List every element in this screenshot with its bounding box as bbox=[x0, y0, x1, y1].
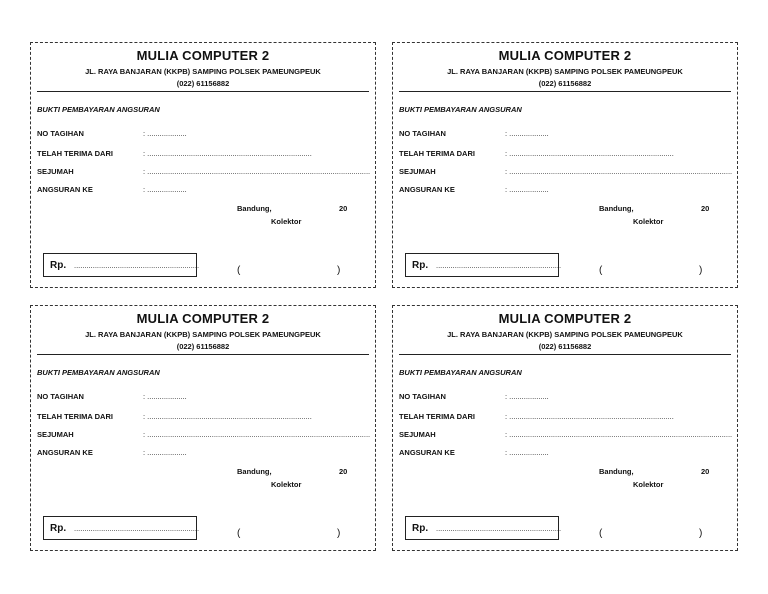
field-value: : ............................................................................... bbox=[143, 149, 312, 158]
signature-paren-open: ( bbox=[599, 265, 603, 276]
signature-paren-close: ) bbox=[699, 265, 703, 276]
amount-box bbox=[43, 253, 200, 277]
field-label: NO TAGIHAN bbox=[37, 129, 84, 138]
company-name: MULIA COMPUTER 2 bbox=[498, 311, 632, 326]
city-date: Bandung, bbox=[237, 204, 272, 213]
signature-paren-close: ) bbox=[337, 528, 341, 539]
field-value: : ................... bbox=[505, 392, 549, 401]
field-angsuran-ke bbox=[37, 185, 369, 197]
collector-label: Kolektor bbox=[271, 217, 302, 226]
field-value: : ................... bbox=[505, 448, 549, 457]
year-prefix: 20 bbox=[339, 204, 348, 213]
city-date: Bandung, bbox=[599, 467, 634, 476]
field-telah-terima-dari bbox=[37, 149, 369, 161]
field-value: : ........................................................................................................... bbox=[143, 167, 371, 176]
collector-label: Kolektor bbox=[271, 480, 302, 489]
amount-box bbox=[405, 253, 562, 277]
signature-paren-open: ( bbox=[237, 265, 241, 276]
signature-paren-open: ( bbox=[237, 528, 241, 539]
field-value: : ........................................................................................................... bbox=[505, 430, 733, 439]
company-phone: (022) 61156882 bbox=[176, 79, 230, 88]
document-title: BUKTI PEMBAYARAN ANGSURAN bbox=[399, 368, 522, 377]
amount-label: Rp. bbox=[50, 260, 67, 271]
company-phone: (022) 61156882 bbox=[538, 79, 592, 88]
document-title: BUKTI PEMBAYARAN ANGSURAN bbox=[37, 368, 160, 377]
amount-dots: ............................................................ bbox=[74, 524, 200, 533]
amount-box bbox=[405, 516, 562, 540]
field-label: ANGSURAN KE bbox=[37, 185, 93, 194]
field-label: NO TAGIHAN bbox=[399, 392, 446, 401]
amount-label: Rp. bbox=[412, 260, 429, 271]
field-no-tagihan bbox=[399, 392, 731, 404]
field-value: : ........................................................................................................... bbox=[505, 167, 733, 176]
field-label: ANGSURAN KE bbox=[399, 185, 455, 194]
amount-box bbox=[43, 516, 200, 540]
company-name: MULIA COMPUTER 2 bbox=[498, 48, 632, 63]
receipt-bottom-right bbox=[392, 305, 738, 551]
field-sejumah bbox=[37, 430, 369, 442]
field-telah-terima-dari bbox=[37, 412, 369, 424]
field-sejumah bbox=[399, 430, 731, 442]
field-sejumah bbox=[399, 167, 731, 179]
receipt-top-right bbox=[392, 42, 738, 288]
signature-paren-open: ( bbox=[599, 528, 603, 539]
company-address: JL. RAYA BANJARAN (KKPB) SAMPING POLSEK PAMEUNGPEUK bbox=[447, 67, 683, 76]
year-prefix: 20 bbox=[701, 467, 710, 476]
field-label: SEJUMAH bbox=[399, 430, 436, 439]
field-no-tagihan bbox=[37, 392, 369, 404]
company-address: JL. RAYA BANJARAN (KKPB) SAMPING POLSEK PAMEUNGPEUK bbox=[85, 67, 321, 76]
field-value: : ................... bbox=[505, 129, 549, 138]
document-title: BUKTI PEMBAYARAN ANGSURAN bbox=[399, 105, 522, 114]
field-label: TELAH TERIMA DARI bbox=[37, 149, 113, 158]
field-value: : ............................................................................... bbox=[143, 412, 312, 421]
receipt-bottom-left bbox=[30, 305, 376, 551]
field-value: : ........................................................................................................... bbox=[143, 430, 371, 439]
collector-label: Kolektor bbox=[633, 480, 664, 489]
field-label: SEJUMAH bbox=[37, 167, 74, 176]
field-label: NO TAGIHAN bbox=[37, 392, 84, 401]
field-label: TELAH TERIMA DARI bbox=[37, 412, 113, 421]
field-no-tagihan bbox=[399, 129, 731, 141]
field-telah-terima-dari bbox=[399, 149, 731, 161]
field-sejumah bbox=[37, 167, 369, 179]
header-divider bbox=[399, 91, 731, 92]
field-label: ANGSURAN KE bbox=[37, 448, 93, 457]
header-divider bbox=[399, 354, 731, 355]
amount-dots: ............................................................ bbox=[436, 524, 562, 533]
company-address: JL. RAYA BANJARAN (KKPB) SAMPING POLSEK PAMEUNGPEUK bbox=[85, 330, 321, 339]
collector-label: Kolektor bbox=[633, 217, 664, 226]
field-label: SEJUMAH bbox=[37, 430, 74, 439]
amount-label: Rp. bbox=[50, 523, 67, 534]
company-name: MULIA COMPUTER 2 bbox=[136, 48, 270, 63]
field-value: : ................... bbox=[143, 129, 187, 138]
field-angsuran-ke bbox=[399, 448, 731, 460]
field-value: : ................... bbox=[143, 448, 187, 457]
field-value: : ................... bbox=[143, 392, 187, 401]
amount-dots: ............................................................ bbox=[74, 261, 200, 270]
company-address: JL. RAYA BANJARAN (KKPB) SAMPING POLSEK PAMEUNGPEUK bbox=[447, 330, 683, 339]
city-date: Bandung, bbox=[599, 204, 634, 213]
field-telah-terima-dari bbox=[399, 412, 731, 424]
company-phone: (022) 61156882 bbox=[176, 342, 230, 351]
field-no-tagihan bbox=[37, 129, 369, 141]
field-label: NO TAGIHAN bbox=[399, 129, 446, 138]
amount-label: Rp. bbox=[412, 523, 429, 534]
field-label: SEJUMAH bbox=[399, 167, 436, 176]
field-label: TELAH TERIMA DARI bbox=[399, 149, 475, 158]
field-label: TELAH TERIMA DARI bbox=[399, 412, 475, 421]
field-angsuran-ke bbox=[37, 448, 369, 460]
amount-dots: ............................................................ bbox=[436, 261, 562, 270]
header-divider bbox=[37, 354, 369, 355]
field-label: ANGSURAN KE bbox=[399, 448, 455, 457]
field-value: : ............................................................................... bbox=[505, 149, 674, 158]
field-value: : ................... bbox=[143, 185, 187, 194]
signature-paren-close: ) bbox=[699, 528, 703, 539]
header-divider bbox=[37, 91, 369, 92]
field-value: : ............................................................................... bbox=[505, 412, 674, 421]
year-prefix: 20 bbox=[701, 204, 710, 213]
document-title: BUKTI PEMBAYARAN ANGSURAN bbox=[37, 105, 160, 114]
receipt-top-left bbox=[30, 42, 376, 288]
city-date: Bandung, bbox=[237, 467, 272, 476]
company-phone: (022) 61156882 bbox=[538, 342, 592, 351]
field-angsuran-ke bbox=[399, 185, 731, 197]
company-name: MULIA COMPUTER 2 bbox=[136, 311, 270, 326]
field-value: : ................... bbox=[505, 185, 549, 194]
year-prefix: 20 bbox=[339, 467, 348, 476]
signature-paren-close: ) bbox=[337, 265, 341, 276]
